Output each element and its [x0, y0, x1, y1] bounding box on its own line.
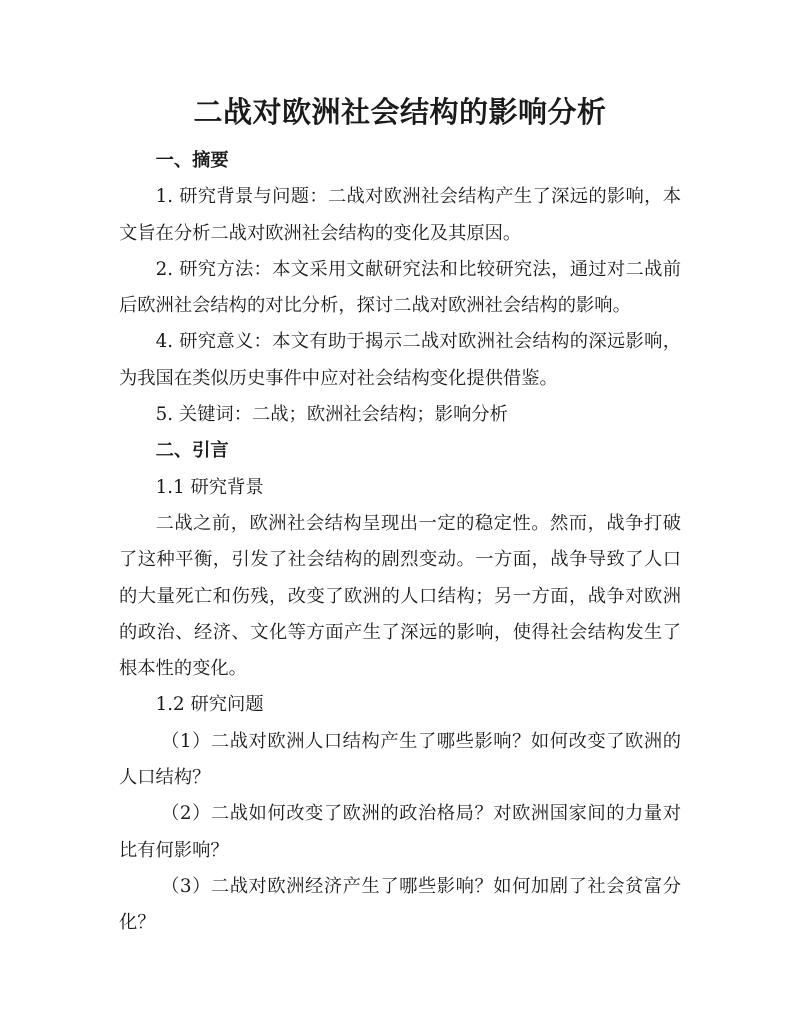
abstract-paragraph-background: 1. 研究背景与问题：二战对欧洲社会结构产生了深远的影响，本文旨在分析二战对欧洲社会结构的变化及其原因。 — [119, 186, 681, 244]
background-paragraph: 二战之前，欧洲社会结构呈现出一定的稳定性。然而，战争打破了这种平衡，引发了社会结构的剧烈变动。一方面，战争导致了人口的大量死亡和伤残，改变了欧洲的人口结构；另一方面，战争对欧洲的政治、经济、文化等方面产生了深远的影响，使得社会结构发生了根本性的变化。 — [119, 512, 681, 680]
abstract-paragraph-keywords: 5. 关键词：二战；欧洲社会结构；影响分析 — [155, 404, 508, 426]
subsection-heading-questions: 1.2 研究问题 — [155, 694, 264, 716]
document-title: 二战对欧洲社会结构的影响分析 — [193, 95, 607, 129]
research-question-2: （2）二战如何改变了欧洲的政治格局？对欧洲国家间的力量对比有何影响？ — [119, 803, 681, 861]
document-body — [119, 143, 681, 942]
research-question-3: （3）二战对欧洲经济产生了哪些影响？如何加剧了社会贫富分化？ — [119, 875, 681, 934]
subsection-heading-background: 1.1 研究背景 — [155, 476, 264, 498]
section-heading-introduction: 二、引言 — [155, 440, 229, 462]
research-question-1: （1）二战对欧洲人口结构产生了哪些影响？如何改变了欧洲的人口结构？ — [119, 730, 681, 789]
abstract-paragraph-significance: 4. 研究意义：本文有助于揭示二战对欧洲社会结构的深远影响，为我国在类似历史事件中应对社会结构变化提供借鉴。 — [119, 331, 681, 389]
abstract-paragraph-method: 2. 研究方法：本文采用文献研究法和比较研究法，通过对二战前后欧洲社会结构的对比分析，探讨二战对欧洲社会结构的影响。 — [119, 258, 681, 317]
section-heading-abstract: 一、摘要 — [155, 150, 229, 171]
